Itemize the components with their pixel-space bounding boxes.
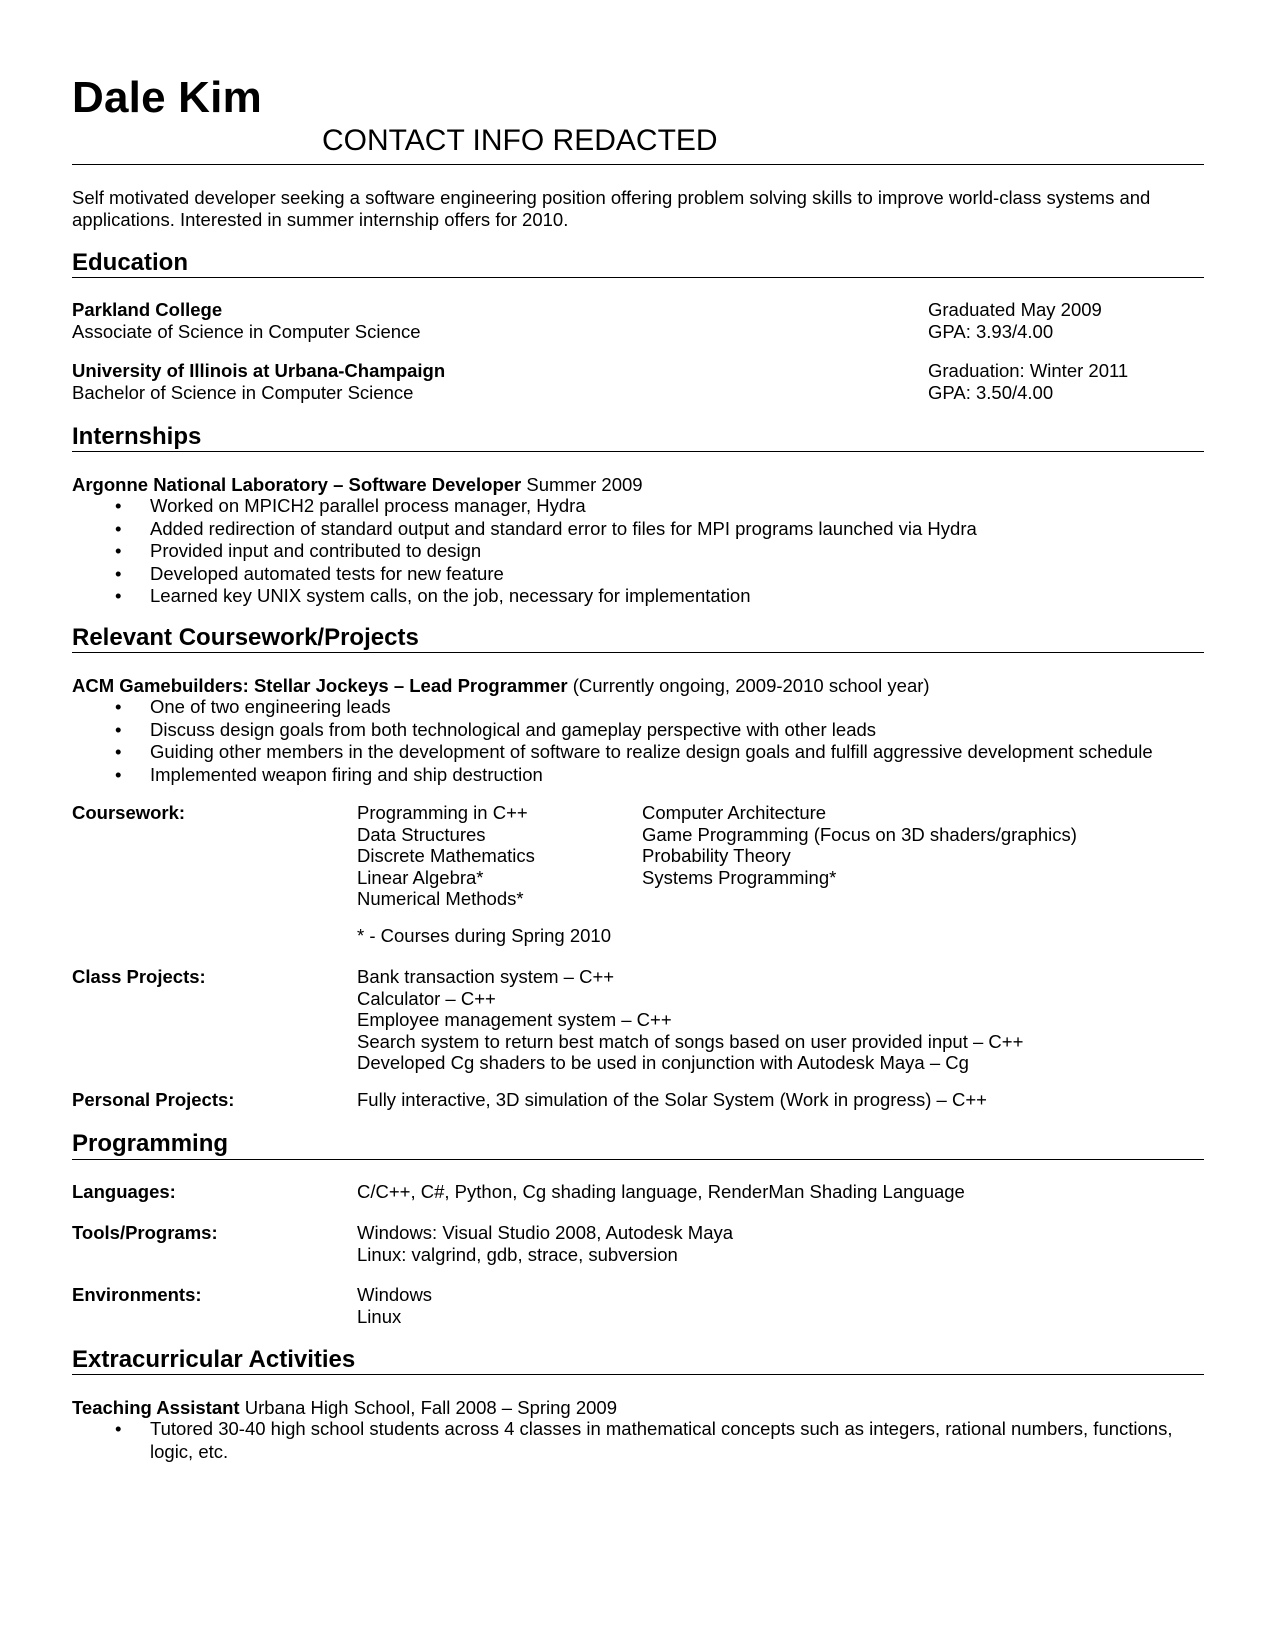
courses-column-1 xyxy=(357,802,535,910)
header-divider xyxy=(72,164,1204,165)
internship-title: Argonne National Laboratory – Software Developer xyxy=(72,474,522,495)
bullet-icon: • xyxy=(115,585,122,607)
course-item: Programming in C++ xyxy=(357,802,528,823)
list-item: • Developed automated tests for new feature xyxy=(115,562,504,584)
programming-divider xyxy=(72,1159,1204,1160)
objective-line: Self motivated developer seeking a software engineering position offering problem solving skills to improve world-class systems and xyxy=(72,187,1151,208)
objective-line: applications. Interested in summer internship offers for 2010. xyxy=(72,208,569,230)
internships-heading: Internships xyxy=(72,423,202,450)
school-name: University of Illinois at Urbana-Champaign xyxy=(72,360,446,381)
activity-title-line xyxy=(72,1397,617,1419)
tools-item: Linux: valgrind, gdb, strace, subversion xyxy=(357,1243,678,1265)
personal-projects-label: Personal Projects: xyxy=(72,1089,235,1110)
environment-item: Linux xyxy=(357,1305,402,1327)
bullet-icon: • xyxy=(115,741,122,763)
activity-bullets xyxy=(72,1418,1173,1462)
graduation-date: Graduated May 2009 xyxy=(928,299,1102,320)
languages-value: C/C++, C#, Python, Cg shading language, RenderMan Shading Language xyxy=(357,1181,965,1202)
internship-bullets xyxy=(72,495,977,608)
gpa: GPA: 3.93/4.00 xyxy=(928,320,1054,342)
extracurricular-divider xyxy=(72,1374,1204,1375)
project-item: Developed Cg shaders to be used in conjunction with Autodesk Maya – Cg xyxy=(357,1052,969,1073)
class-projects-list xyxy=(357,966,1023,1074)
project-item: Bank transaction system – C++ xyxy=(357,966,615,987)
acm-note: (Currently ongoing, 2009-2010 school year) xyxy=(567,675,930,696)
bullet-icon: • xyxy=(115,540,122,562)
course-item: Data Structures xyxy=(357,823,486,845)
education-entry xyxy=(72,299,421,342)
bullet-icon: • xyxy=(115,562,122,584)
list-item: • Worked on MPICH2 parallel process manager, Hydra xyxy=(115,495,586,516)
tools-label: Tools/Programs: xyxy=(72,1222,218,1243)
bullet-icon: • xyxy=(115,1418,122,1439)
bullet-icon: • xyxy=(115,495,122,516)
list-item: • One of two engineering leads xyxy=(115,696,391,717)
tools-list xyxy=(357,1222,733,1265)
education-divider xyxy=(72,277,1204,278)
list-item: • Added redirection of standard output and standard error to files for MPI programs launched via Hydra xyxy=(115,517,977,539)
courses-note: * - Courses during Spring 2010 xyxy=(357,925,612,946)
education-dates xyxy=(928,299,1102,342)
acm-title: ACM Gamebuilders: Stellar Jockeys – Lead Programmer xyxy=(72,675,568,696)
list-item: • Implemented weapon firing and ship destruction xyxy=(115,763,543,785)
objective xyxy=(72,187,1150,230)
environments-label: Environments: xyxy=(72,1284,202,1305)
course-item: Computer Architecture xyxy=(642,802,827,823)
list-item: • Tutored 30-40 high school students across 4 classes in mathematical concepts such as integers, rational numbers, functions, xyxy=(115,1418,1173,1439)
activity-detail: Urbana High School, Fall 2008 – Spring 2009 xyxy=(239,1397,618,1418)
course-item: Discrete Mathematics xyxy=(357,845,535,866)
environment-item: Windows xyxy=(357,1284,433,1305)
degree: Bachelor of Science in Computer Science xyxy=(72,381,414,403)
degree: Associate of Science in Computer Science xyxy=(72,320,421,342)
coursework-heading: Relevant Coursework/Projects xyxy=(72,624,419,651)
acm-title-line xyxy=(72,675,930,697)
contact-info: CONTACT INFO REDACTED xyxy=(322,124,718,157)
coursework-label: Coursework: xyxy=(72,802,186,823)
course-item: Probability Theory xyxy=(642,845,791,866)
course-item: Linear Algebra* xyxy=(357,866,484,888)
activity-title: Teaching Assistant xyxy=(72,1397,240,1418)
list-item: • Guiding other members in the development of software to realize design goals and fulfill aggressive development schedule xyxy=(115,741,1153,763)
languages-label: Languages: xyxy=(72,1181,176,1202)
project-item: Calculator – C++ xyxy=(357,987,496,1009)
education-heading: Education xyxy=(72,249,189,276)
bullet-icon: • xyxy=(115,763,122,785)
personal-project-item: Fully interactive, 3D simulation of the Solar System (Work in progress) – C++ xyxy=(357,1089,987,1110)
bullet-icon: • xyxy=(115,718,122,740)
tools-item: Windows: Visual Studio 2008, Autodesk Maya xyxy=(357,1222,734,1243)
courses-column-2 xyxy=(642,802,1077,888)
list-item: • Discuss design goals from both technological and gameplay perspective with other leads xyxy=(115,718,877,740)
gpa: GPA: 3.50/4.00 xyxy=(928,381,1054,403)
coursework-divider xyxy=(72,652,1204,653)
list-item: • Provided input and contributed to design xyxy=(115,540,482,562)
graduation-date: Graduation: Winter 2011 xyxy=(928,360,1129,381)
bullet-icon: • xyxy=(115,696,122,717)
bullet-icon: • xyxy=(115,517,122,539)
internship-title-line xyxy=(72,474,643,496)
project-item: Search system to return best match of songs based on user provided input – C++ xyxy=(357,1030,1024,1052)
class-projects-label: Class Projects: xyxy=(72,966,206,987)
education-entry xyxy=(72,360,445,403)
extracurricular-heading: Extracurricular Activities xyxy=(72,1346,356,1373)
programming-heading: Programming xyxy=(72,1130,229,1157)
list-item-continuation: logic, etc. xyxy=(150,1440,229,1462)
environments-list xyxy=(357,1284,432,1327)
school-name: Parkland College xyxy=(72,299,223,320)
candidate-name: Dale Kim xyxy=(72,73,262,122)
course-item: Systems Programming* xyxy=(642,866,837,888)
acm-bullets xyxy=(72,696,1153,786)
internship-date: Summer 2009 xyxy=(521,474,643,495)
course-item: Numerical Methods* xyxy=(357,888,524,909)
project-item: Employee management system – C++ xyxy=(357,1009,672,1030)
course-item: Game Programming (Focus on 3D shaders/graphics) xyxy=(642,823,1077,845)
education-dates xyxy=(928,360,1128,403)
internships-divider xyxy=(72,451,1204,452)
list-item: • Learned key UNIX system calls, on the job, necessary for implementation xyxy=(115,585,751,607)
